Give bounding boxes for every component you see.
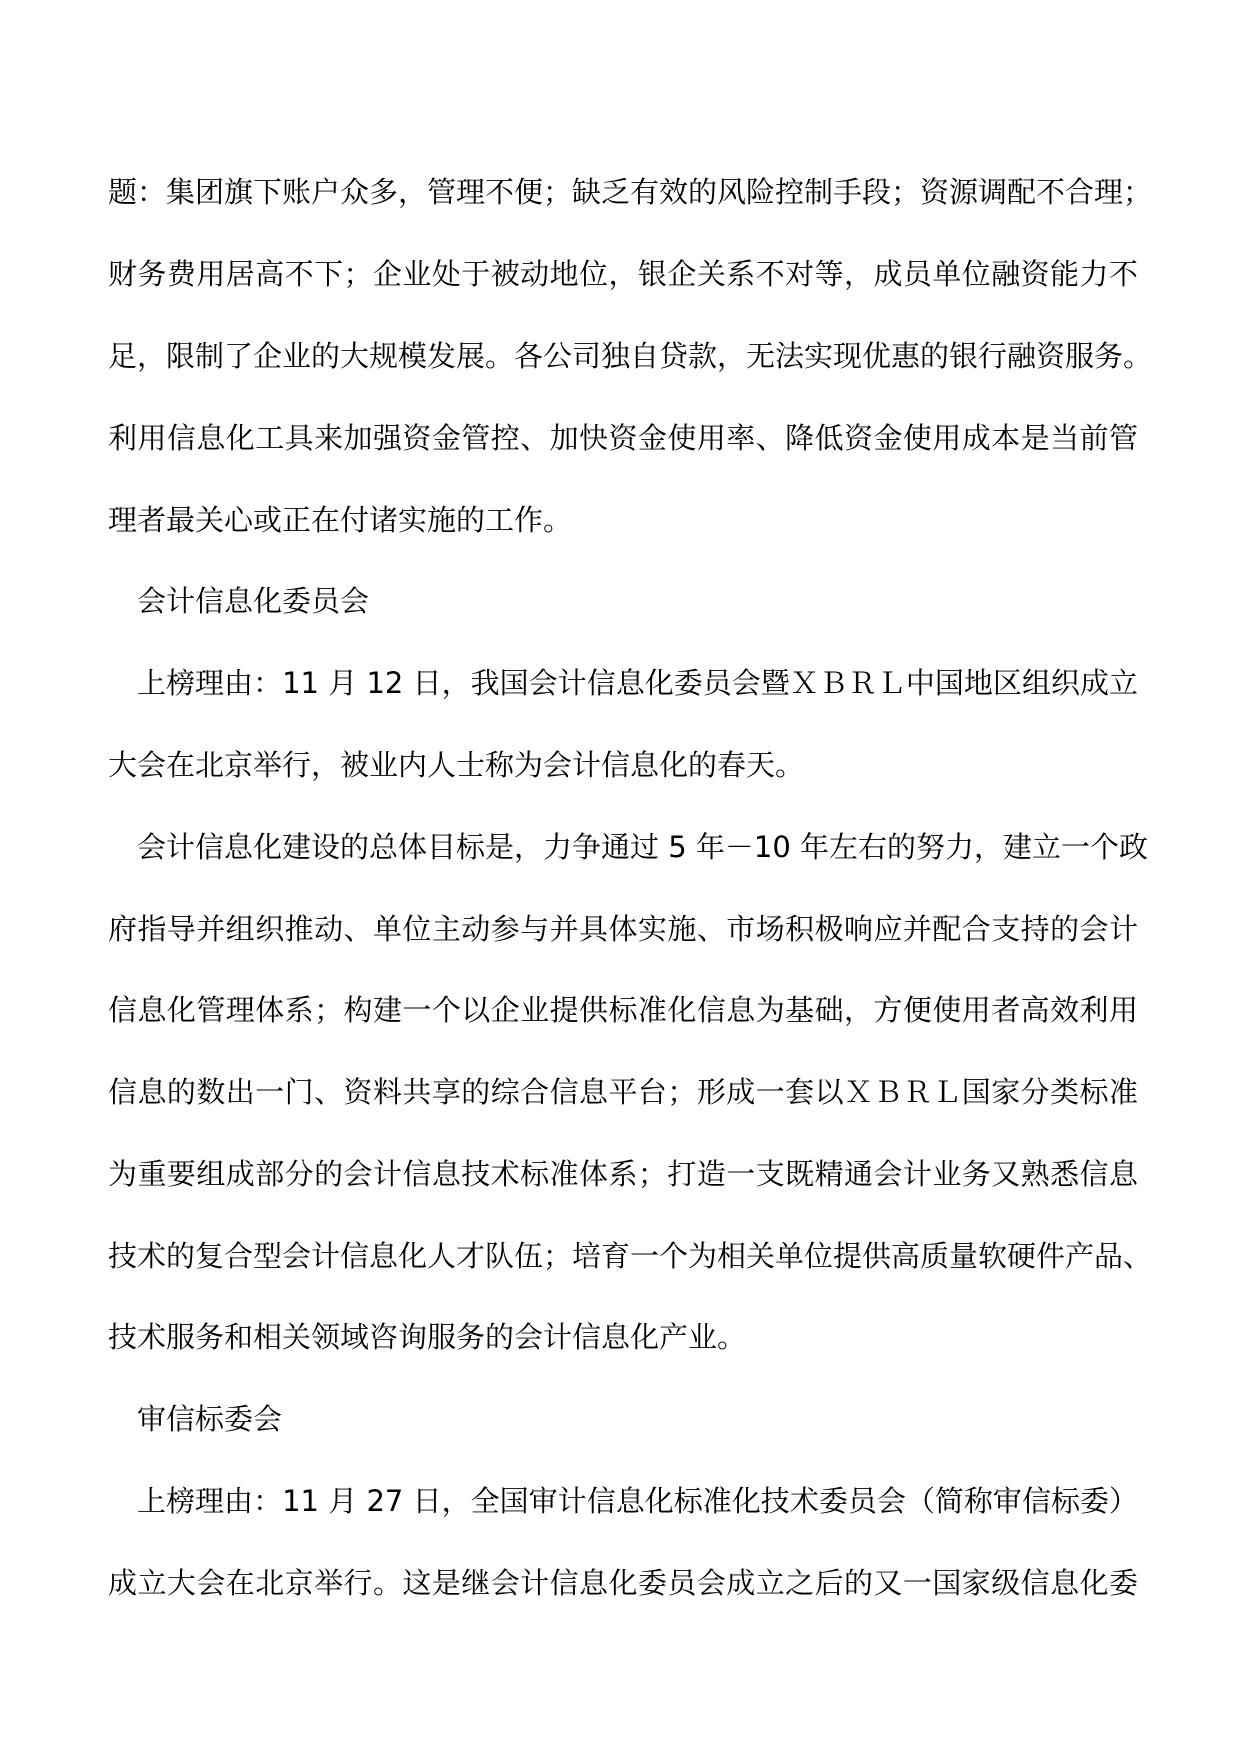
body-text-line: 为重要组成部分的会计信息技术标准体系；打造一支既精通会计业务又熟悉信息 xyxy=(108,1157,1138,1191)
body-text-line: 足，限制了企业的大规模发展。各公司独自贷款，无法实现优惠的银行融资服务。 xyxy=(108,339,1153,373)
body-text-line: 财务费用居高不下；企业处于被动地位，银企关系不对等，成员单位融资能力不 xyxy=(108,257,1138,291)
body-text-line: 成立大会在北京举行。这是继会计信息化委员会成立之后的又一国家级信息化委 xyxy=(108,1566,1138,1600)
body-text-line: 府指导并组织推动、单位主动参与并具体实施、市场积极响应并配合支持的会计 xyxy=(108,912,1138,946)
body-text-line: 信息化管理体系；构建一个以企业提供标准化信息为基础，方便使用者高效利用 xyxy=(108,993,1138,1027)
section-heading-accounting-committee: 会计信息化委员会 xyxy=(137,584,370,618)
body-text-line: 会计信息化建设的总体目标是，力争通过 5 年－10 年左右的努力，建立一个政 xyxy=(137,830,1149,864)
body-text-line: 题：集团旗下账户众多，管理不便；缺乏有效的风险控制手段；资源调配不合理； xyxy=(108,175,1153,209)
body-text-line: 大会在北京举行，被业内人士称为会计信息化的春天。 xyxy=(108,748,805,782)
section-heading-audit-committee: 审信标委会 xyxy=(137,1402,283,1436)
body-text-line: 上榜理由：11 月 27 日，全国审计信息化标准化技术委员会（简称审信标委） xyxy=(137,1484,1138,1518)
body-text-line: 理者最关心或正在付诸实施的工作。 xyxy=(108,503,573,537)
body-text-line: 信息的数出一门、资料共享的综合信息平台；形成一套以ＸＢＲＬ国家分类标准 xyxy=(108,1075,1138,1109)
body-text-line: 技术服务和相关领域咨询服务的会计信息化产业。 xyxy=(108,1320,747,1354)
body-text-line: 技术的复合型会计信息化人才队伍；培育一个为相关单位提供高质量软硬件产品、 xyxy=(108,1239,1153,1273)
body-text-line: 上榜理由：11 月 12 日，我国会计信息化委员会暨ＸＢＲＬ中国地区组织成立 xyxy=(137,666,1138,700)
body-text-line: 利用信息化工具来加强资金管控、加快资金使用率、降低资金使用成本是当前管 xyxy=(108,421,1138,455)
